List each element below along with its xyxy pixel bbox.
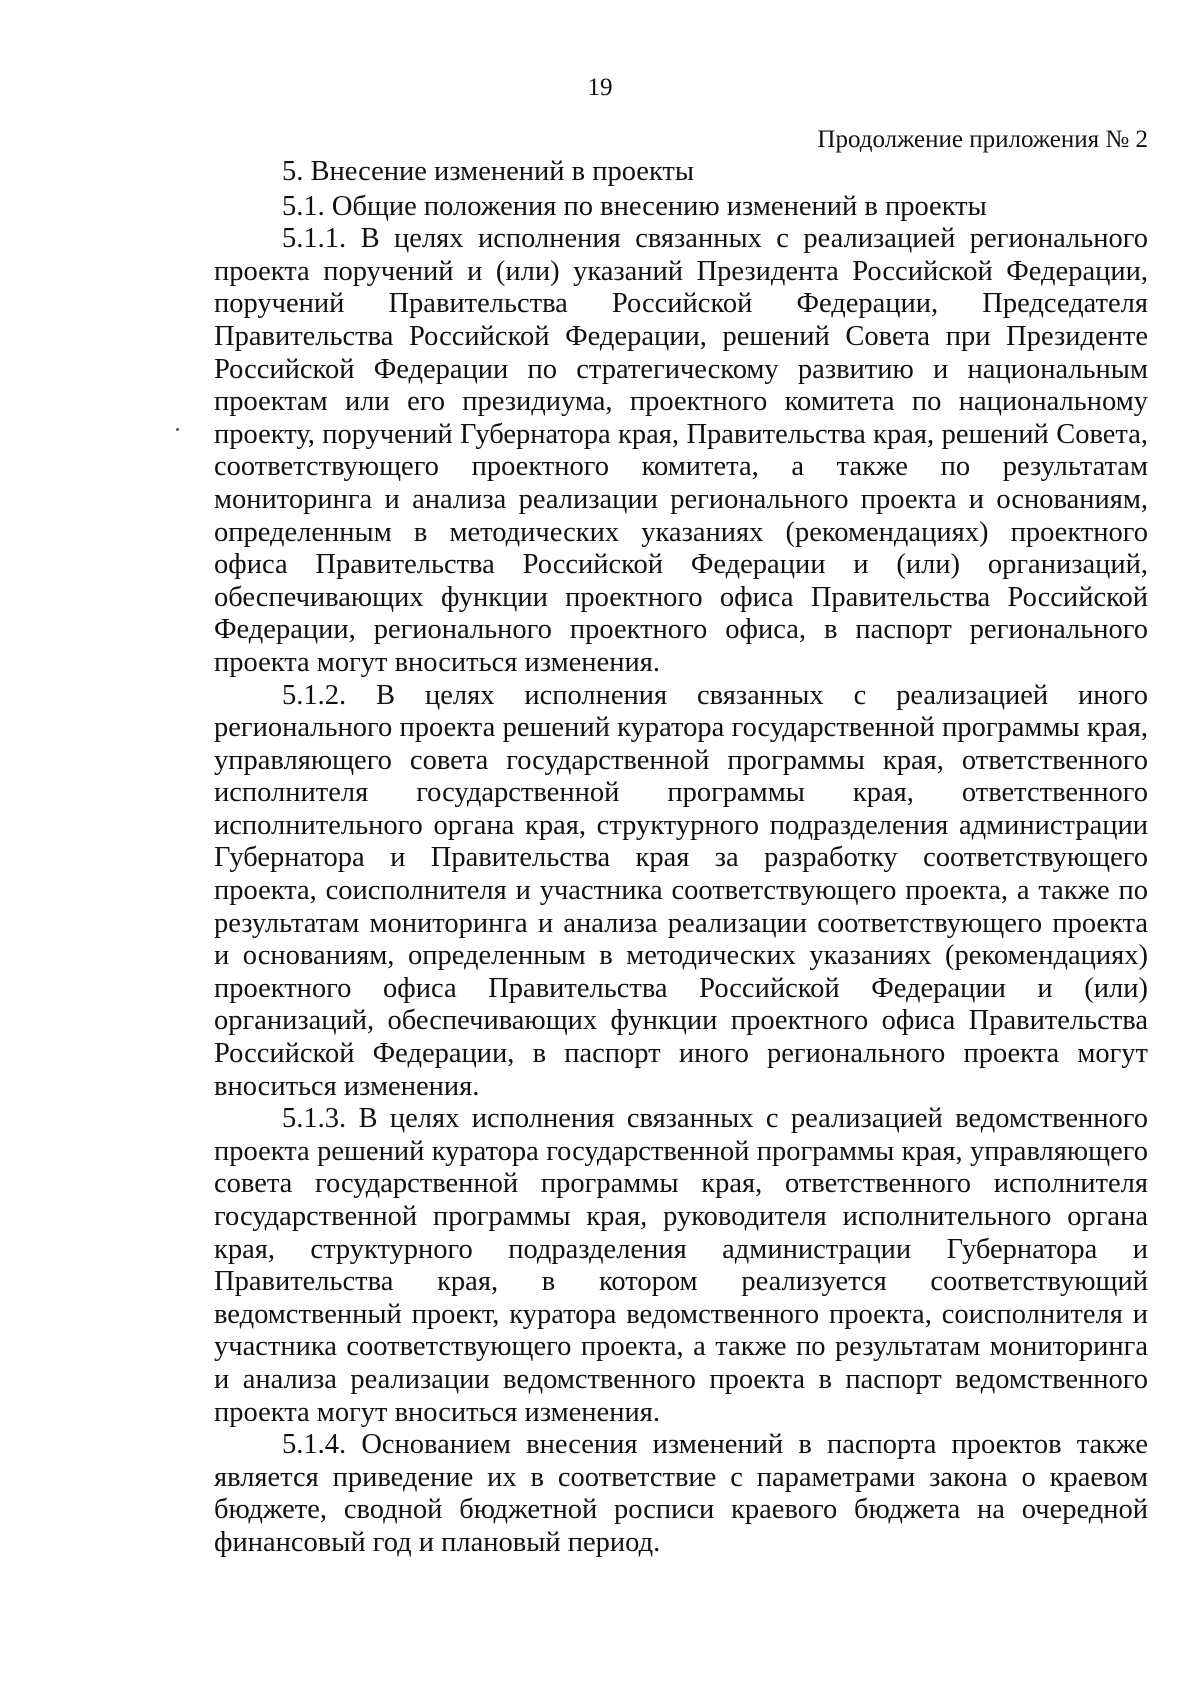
paragraph-5-1-1: 5.1.1. В целях исполнения связанных с реализацией регионального проекта поручений и (или) указаний Президента Российской Федерации, поручений Правительства Российской Федерации, Председателя Правительства Российской Федерации, решений Совета при Президенте Российской Федерации по стратегическому развитию и национальным проектам или его президиума, проектного комитета по национальному проекту, поручений Губернатора края, Правительства края, решений Совета, соответствующего проектного комитета, а также по результатам мониторинга и анализа реализации регионального проекта и основаниям, определенным в методических указаниях (рекомендациях) проектного офиса Правительства Российской Федерации и (или) организаций, обеспечивающих функции проектного офиса Правительства Российской Федерации, регионального проектного офиса, в паспорт регионального проекта могут вноситься изменения.: [214, 223, 1148, 678]
subsection-heading: 5.1. Общие положения по внесению изменений в проекты: [282, 190, 987, 222]
paragraph-5-1-2: 5.1.2. В целях исполнения связанных с реализацией иного регионального проекта решений куратора государственной программы края, управляющего совета государственной программы края, ответственного исполнителя государственной программы края, ответственного исполнительного органа края, структурного подразделения администрации Губернатора и Правительства края за разработку соответствующего проекта, соисполнителя и участника соответствующего проекта, а также по результатам мониторинга и анализа реализации соответствующего проекта и основаниям, определенным в методических указаниях (рекомендациях) проектного офиса Правительства Российской Федерации и (или) организаций, обеспечивающих функции проектного офиса Правительства Российской Федерации, в паспорт иного регионального проекта могут вноситься изменения.: [214, 679, 1148, 1102]
scan-speck: [176, 428, 179, 431]
page-number: 19: [587, 74, 613, 101]
paragraph-5-1-3: 5.1.3. В целях исполнения связанных с реализацией ведомственного проекта решений куратора государственной программы края, управляющего совета государственной программы края, ответственного исполнителя государственной программы края, руководителя исполнительного органа края, структурного подразделения администрации Губернатора и Правительства края, в котором реализуется соответствующий ведомственный проект, куратора ведомственного проекта, соисполнителя и участника соответствующего проекта, а также по результатам мониторинга и анализа реализации ведомственного проекта в паспорт ведомственного проекта могут вноситься изменения.: [214, 1103, 1148, 1428]
document-body: [214, 156, 1148, 1560]
appendix-continuation-note: Продолжение приложения № 2: [817, 126, 1148, 153]
section-heading: 5. Внесение изменений в проекты: [282, 156, 695, 187]
paragraph-5-1-4: 5.1.4. Основанием внесения изменений в паспорта проектов также является приведение их в соответствие с параметрами закона о краевом бюджете, сводной бюджетной росписи краевого бюджета на очередной финансовый год и плановый период.: [214, 1429, 1148, 1558]
